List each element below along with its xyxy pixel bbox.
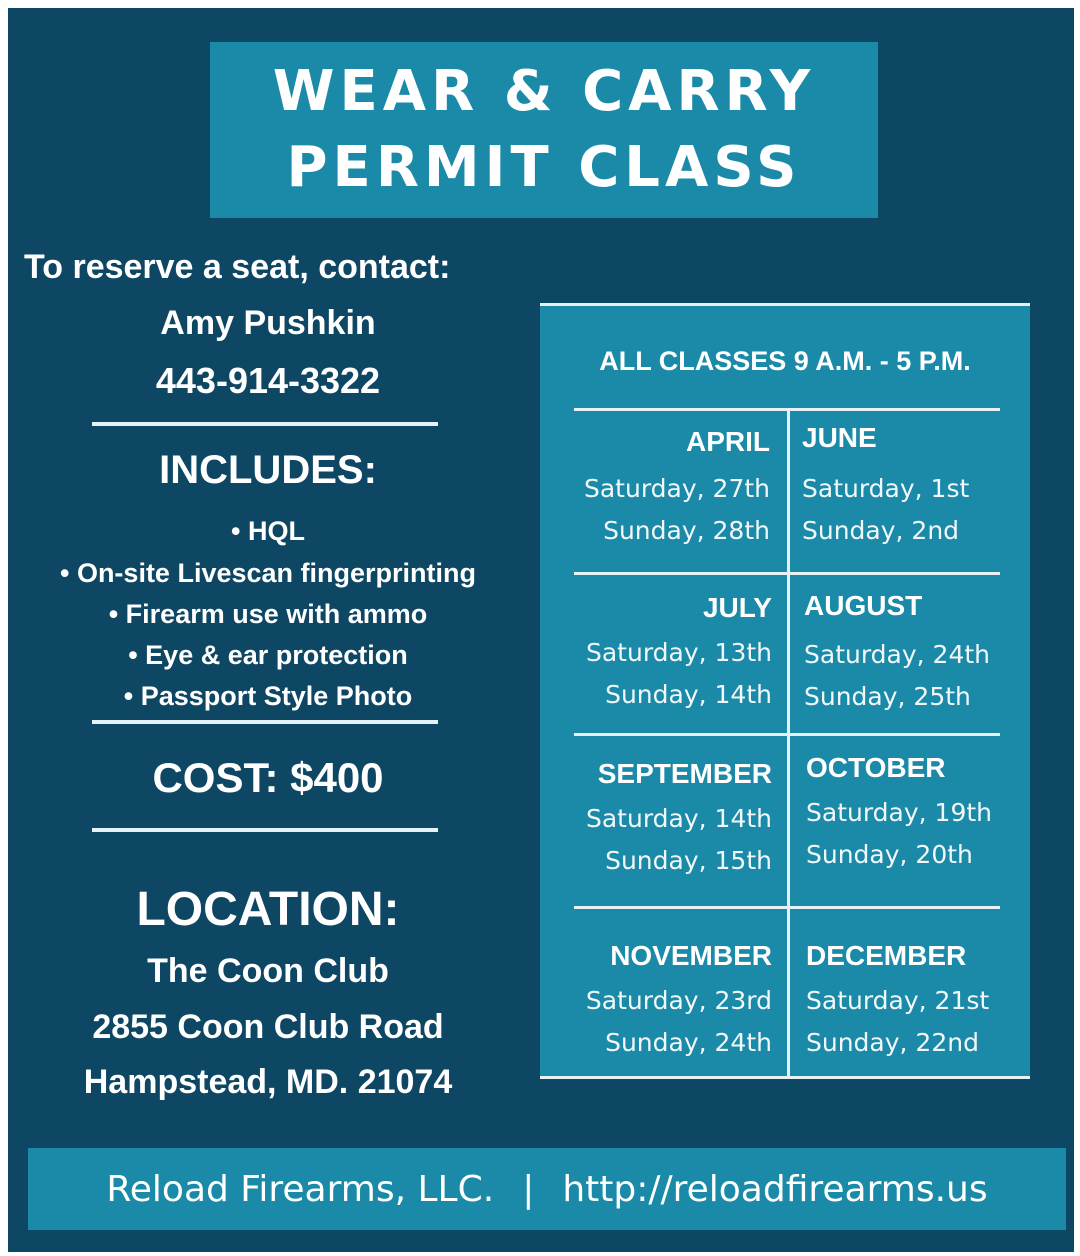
schedule-day: Sunday, 28th	[603, 516, 770, 545]
month-november: NOVEMBER	[610, 940, 772, 971]
schedule-day: Saturday, 21st	[806, 986, 990, 1015]
title-banner	[210, 42, 878, 218]
schedule-panel	[540, 303, 1030, 1079]
permit-class-flyer	[8, 8, 1074, 1252]
includes-heading: INCLUDES:	[159, 448, 377, 492]
month-september: SEPTEMBER	[597, 758, 772, 789]
schedule-day: Saturday, 13th	[585, 638, 772, 667]
month-august: AUGUST	[804, 590, 923, 621]
month-july: JULY	[702, 592, 772, 623]
location-heading: LOCATION:	[136, 883, 400, 936]
contact-phone: 443-914-3322	[155, 360, 381, 401]
schedule-day: Saturday, 14th	[585, 804, 772, 833]
footer-bar	[28, 1148, 1066, 1230]
schedule-day: Saturday, 27th	[583, 474, 770, 503]
schedule-column-rule	[787, 909, 790, 1076]
reserve-heading: To reserve a seat, contact:	[24, 248, 451, 286]
month-june: JUNE	[802, 422, 877, 453]
schedule-day: Saturday, 19th	[806, 798, 993, 827]
schedule-column-rule	[787, 575, 790, 733]
schedule-day: Sunday, 15th	[605, 846, 772, 875]
schedule-day: Sunday, 22nd	[806, 1028, 979, 1057]
schedule-day: Saturday, 1st	[802, 474, 970, 503]
location-name: The Coon Club	[147, 952, 389, 990]
location-street: 2855 Coon Club Road	[92, 1008, 444, 1046]
schedule-day: Saturday, 23rd	[585, 986, 772, 1015]
schedule-day: Sunday, 25th	[804, 682, 971, 711]
schedule-day: Sunday, 2nd	[802, 516, 960, 545]
month-december: DECEMBER	[806, 940, 967, 971]
include-item: • On-site Livescan fingerprinting	[59, 558, 476, 588]
schedule-column-rule	[787, 411, 790, 572]
month-october: OCTOBER	[806, 752, 946, 783]
schedule-day: Saturday, 24th	[804, 640, 991, 669]
include-item: • Eye & ear protection	[128, 640, 408, 670]
schedule-day: Sunday, 24th	[605, 1028, 772, 1057]
schedule-day: Sunday, 14th	[605, 680, 772, 709]
divider-1	[92, 422, 438, 426]
schedule-column-rule	[787, 736, 790, 906]
divider-3	[92, 828, 438, 832]
title-line-2: PERMIT CLASS	[286, 135, 802, 200]
cost-text: COST: $400	[152, 754, 384, 801]
website-link[interactable]: http://reloadfirearms.us	[562, 1168, 988, 1210]
include-item: • HQL	[231, 516, 305, 546]
company-name: Reload Firearms, LLC.	[106, 1168, 495, 1210]
month-april: APRIL	[686, 426, 770, 457]
footer-separator: |	[522, 1168, 535, 1210]
location-city: Hampstead, MD. 21074	[83, 1063, 453, 1101]
schedule-heading: ALL CLASSES 9 A.M. - 5 P.M.	[599, 346, 971, 376]
divider-2	[92, 720, 438, 724]
schedule-day: Sunday, 20th	[806, 840, 973, 869]
include-item: • Firearm use with ammo	[108, 599, 428, 629]
title-line-1: WEAR & CARRY	[272, 59, 816, 124]
contact-name: Amy Pushkin	[160, 304, 376, 342]
include-item: • Passport Style Photo	[123, 681, 413, 711]
